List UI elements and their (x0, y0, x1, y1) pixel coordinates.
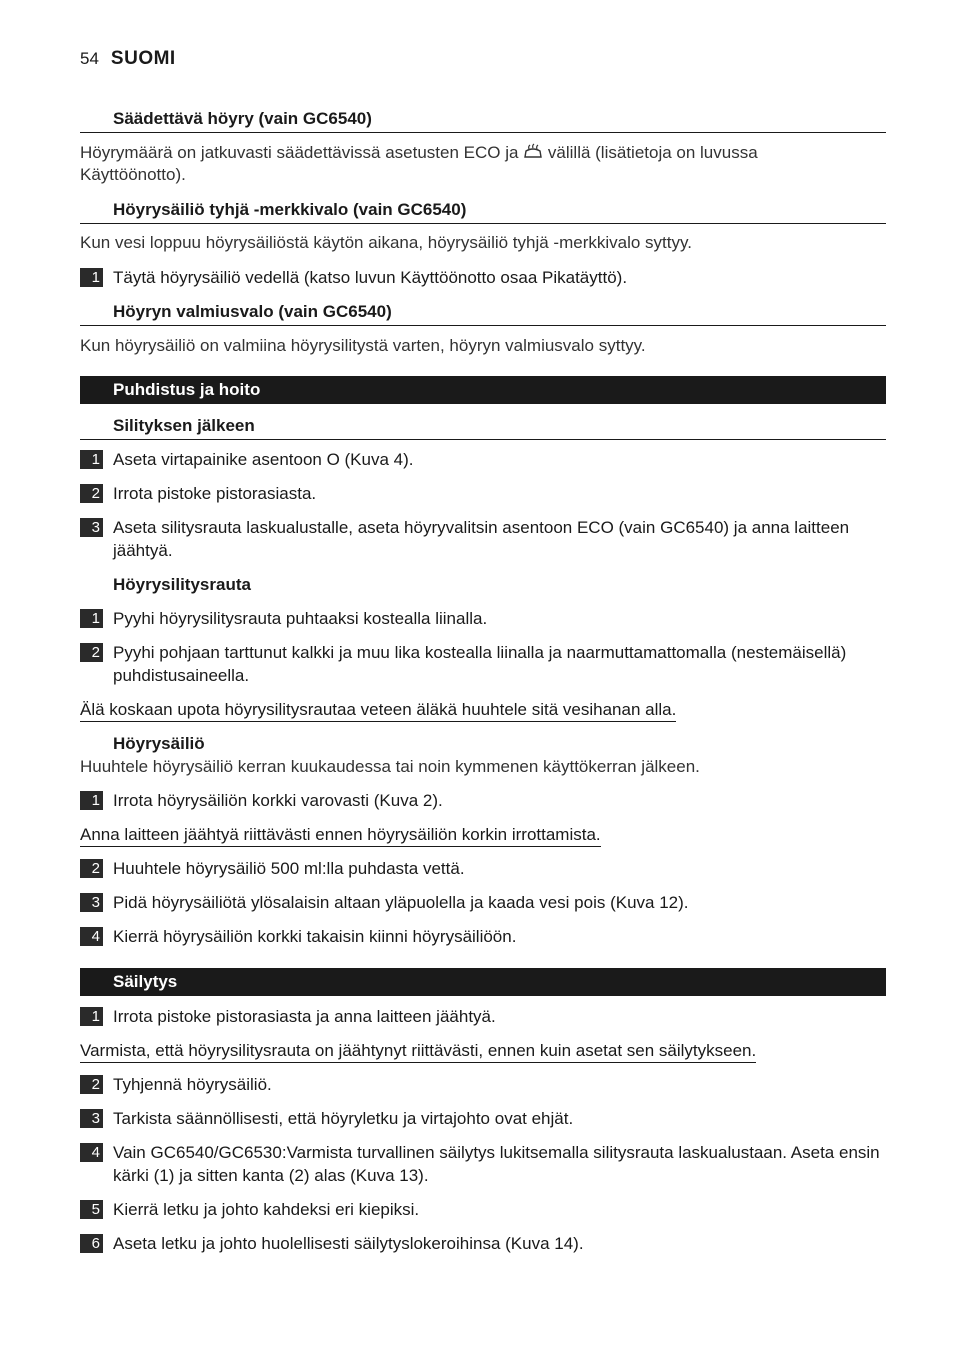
section-bar-cleaning: Puhdistus ja hoito (80, 376, 886, 404)
steam-iron-warning-block (80, 698, 886, 722)
steam-tank-step-2 (80, 857, 886, 880)
storage-step-2 (80, 1073, 886, 1096)
steam-iron-warning: Älä koskaan upota höyrysilitysrautaa veteen äläkä huuhtele sitä vesihanan alla. (80, 699, 676, 722)
step-text: Vain GC6540/GC6530:Varmista turvallinen säilytys lukitsemalla silitysrauta laskualustaan. Aseta ensin kärki (1) ja sitten kanta (2) alas (Kuva 13). (113, 1143, 880, 1185)
storage-warning-block (80, 1039, 886, 1063)
step-number: 2 (80, 484, 103, 503)
adjustable-steam-text: Höyrymäärä on jatkuvasti säädettävissä asetusten ECO ja välillä (lisätietoja on luvussa Käyttöönotto). (80, 143, 758, 184)
step-text: Kierrä letku ja johto kahdeksi eri kiepiksi. (113, 1200, 420, 1219)
after-ironing-step-3 (80, 516, 886, 562)
steam-ready-light-text: Kun höyrysäiliö on valmiina höyrysilitystä varten, höyryn valmiusvalo syttyy. (80, 336, 646, 355)
heading-steam-ready-light: Höyryn valmiusvalo (vain GC6540) (80, 300, 886, 326)
language-label: SUOMI (110, 48, 176, 69)
steam-iron-step-1 (80, 607, 886, 630)
storage-step-6 (80, 1232, 886, 1255)
step-number: 1 (80, 1007, 103, 1026)
step-text: Tyhjennä höyrysäiliö. (113, 1075, 272, 1094)
step-number: 3 (80, 1109, 103, 1128)
step-text: Aseta letku ja johto huolellisesti säilytyslokeroihinsa (Kuva 14). (113, 1234, 584, 1253)
step-text: Pyyhi pohjaan tarttunut kalkki ja muu lika kostealla liinalla ja naarmuttamattomalla (nestemäisellä) puhdistusaineella. (113, 643, 847, 685)
steam-tank-warning: Anna laitteen jäähtyä riittävästi ennen höyrysäiliön korkin irrottamista. (80, 824, 601, 847)
step-text: Irrota höyrysäiliön korkki varovasti (Kuva 2). (113, 791, 443, 810)
steam-iron-step-2 (80, 641, 886, 687)
section-bar-storage: Säilytys (80, 968, 886, 996)
step-number: 1 (80, 791, 103, 810)
steam-tank-text: Huuhtele höyrysäiliö kerran kuukaudessa tai noin kymmenen käyttökerran jälkeen. (80, 757, 700, 776)
storage-step-3 (80, 1107, 886, 1130)
step-text: Pyyhi höyrysilitysrauta puhtaaksi kostealla liinalla. (113, 609, 488, 628)
steam-tank-step-3 (80, 891, 886, 914)
step-number: 2 (80, 859, 103, 878)
tank-empty-light-text: Kun vesi loppuu höyrysäiliöstä käytön aikana, höyrysäiliö tyhjä -merkkivalo syttyy. (80, 233, 692, 252)
storage-step-1 (80, 1005, 886, 1028)
step-text: Huuhtele höyrysäiliö 500 ml:lla puhdasta vettä. (113, 859, 465, 878)
step-number: 4 (80, 1143, 103, 1162)
storage-step-4 (80, 1141, 886, 1187)
steam-max-icon (523, 143, 543, 160)
storage-step-5 (80, 1198, 886, 1221)
step-number: 1 (80, 609, 103, 628)
heading-steam-iron: Höyrysilitysrauta (113, 575, 251, 594)
step-number: 3 (80, 518, 103, 537)
step-number: 1 (80, 268, 103, 287)
page-header (80, 48, 176, 70)
page-number: 54 (80, 49, 99, 68)
step-number: 5 (80, 1200, 103, 1219)
step-text: Aseta silitysrauta laskualustalle, aseta höyryvalitsin asentoon ECO (vain GC6540) ja anna laitteen jäähtyä. (113, 518, 850, 560)
heading-tank-empty-light: Höyrysäiliö tyhjä -merkkivalo (vain GC6540) (80, 198, 886, 224)
heading-adjustable-steam: Säädettävä höyry (vain GC6540) (80, 107, 886, 133)
step-text: Kierrä höyrysäiliön korkki takaisin kiinni höyrysäiliöön. (113, 927, 517, 946)
step-text: Irrota pistoke pistorasiasta ja anna laitteen jäähtyä. (113, 1007, 496, 1026)
step-number: 2 (80, 643, 103, 662)
step-text: Irrota pistoke pistorasiasta. (113, 484, 317, 503)
steam-tank-step-4 (80, 925, 886, 948)
step-number: 1 (80, 450, 103, 469)
step-number: 3 (80, 893, 103, 912)
step-text: Pidä höyrysäiliötä ylösalaisin altaan yläpuolella ja kaada vesi pois (Kuva 12). (113, 893, 689, 912)
step-text: Tarkista säännöllisesti, että höyryletku ja virtajohto ovat ehjät. (113, 1109, 574, 1128)
step-number: 4 (80, 927, 103, 946)
tank-empty-step-1 (80, 266, 886, 289)
steam-tank-warning-block (80, 823, 886, 847)
step-text: Täytä höyrysäiliö vedellä (katso luvun Käyttöönotto osaa Pikatäyttö). (113, 268, 628, 287)
step-number: 6 (80, 1234, 103, 1253)
steam-tank-step-1 (80, 789, 886, 812)
step-text: Aseta virtapainike asentoon O (Kuva 4). (113, 450, 414, 469)
after-ironing-step-1 (80, 448, 886, 471)
storage-warning: Varmista, että höyrysilitysrauta on jäähtynyt riittävästi, ennen kuin asetat sen säilytykseen. (80, 1040, 756, 1063)
after-ironing-step-2 (80, 482, 886, 505)
heading-steam-tank: Höyrysäiliö (113, 734, 205, 753)
step-number: 2 (80, 1075, 103, 1094)
heading-after-ironing: Silityksen jälkeen (80, 414, 886, 440)
